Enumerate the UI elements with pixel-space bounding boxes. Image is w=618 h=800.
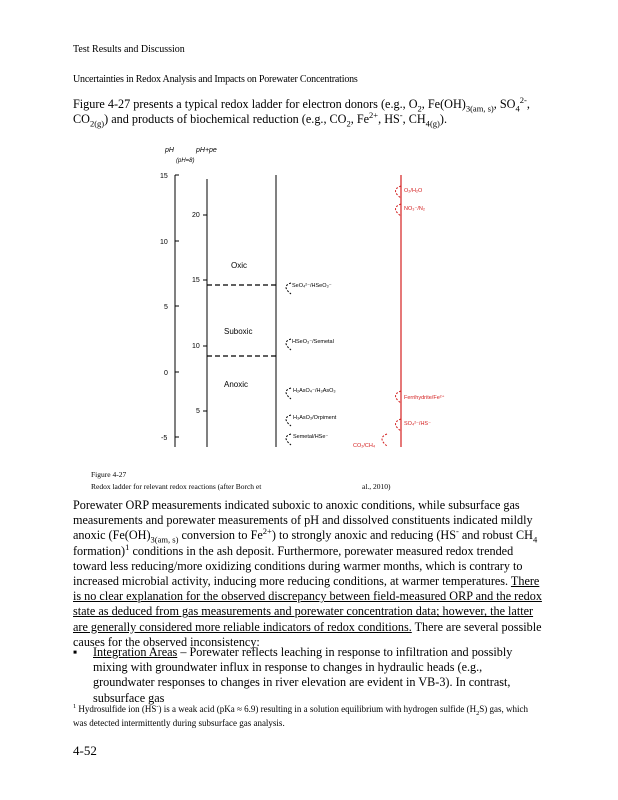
bullet-marker: ▪ xyxy=(73,645,78,659)
footnote: $^1$ Hydrosulfide ion (HS-) is a weak acid (pKa ≈ 6.9) resulting in a solution equilibrium with hydrogen sulfide $(H_2S)$ gas, which was detected intermittently during subsurface gas analysis. xyxy=(73,703,529,728)
axis1-tick-label: 0 xyxy=(164,370,168,377)
zone-label-oxic: Oxic xyxy=(231,261,247,270)
right-couple-label: CO₂/CH₄ xyxy=(353,443,376,449)
axis1-tick-label: 15 xyxy=(160,173,168,180)
right-couple-label: SO₄²⁻/HS⁻ xyxy=(404,421,431,427)
left-couple-label: HSeO₃⁻/Semetal xyxy=(292,339,334,345)
right-couple-label: NO₃⁻/N₂ xyxy=(404,206,426,212)
axis2-subtitle: (pH=8) xyxy=(176,158,195,164)
running-header: Test Results and Discussion xyxy=(73,44,185,55)
page-number: 4-52 xyxy=(73,743,97,758)
left-couple-2 xyxy=(286,339,334,350)
left-couple-label: Semetal/HSe⁻ xyxy=(293,434,329,440)
left-couple-1 xyxy=(286,283,332,294)
bullet-label: Integration Areas xyxy=(93,645,178,659)
axis2-title: pH+pe xyxy=(196,147,217,154)
right-couple-5 xyxy=(353,434,387,449)
axis1-tick-label: 5 xyxy=(164,304,168,311)
discussion-paragraph: Porewater ORP measurements indicated suboxic to anoxic conditions, while subsurface gas measurements and porewater measurements of pH and dissolved constituents indicated mildly anoxic ($Fe(OH)_{3(am, s)}$ conversion to $Fe^{2+}$) to strongly anoxic and reducing (HS- and robust $CH_4$ formation)$^1$ conditions in the ash deposit. Furthermore, porewater measured redox trended toward less reducing/more oxidizing conditions during warmer months, which is contrary to increased microbial activity, inducing more reducing conditions, at warmer temperatures. There is no clear explanation for the observed discrepancy between field-measured ORP and the redox state as deduced from gas measurements and porewater concentration data; however, the latter are generally considered more reliable indicators of redox conditions. There are several possible causes for the observed inconsistency: xyxy=(73,498,542,649)
right-couple-2 xyxy=(396,204,426,216)
right-couple-label: O₂/H₂O xyxy=(404,188,423,194)
left-couple-3 xyxy=(286,388,336,399)
left-couple-label: H₃AsO₃/Orpiment xyxy=(293,415,337,421)
left-couple-5 xyxy=(286,434,328,445)
left-couple-4 xyxy=(286,415,337,426)
axis2-tick-label: 15 xyxy=(192,277,200,284)
underlined-statement: There is no clear explanation for the observed discrepancy between field-measured ORP and the redox state as deduced from gas measurements and porewater concentration data; however, the latter are generally considered more reliable indicators of redox conditions. xyxy=(73,574,542,634)
right-couple-label: Ferrihydrite/Fe²⁺ xyxy=(404,395,445,401)
axis1-tick-label: -5 xyxy=(161,435,168,442)
zone-label-anoxic: Anoxic xyxy=(224,380,249,389)
intro-paragraph: Figure 4-27 presents a typical redox ladder for electron donors (e.g., $O_2$, $Fe(OH)_{3(am, s)}$, $SO_4^{2-}$, $CO_{2(g)}$) and products of biochemical reduction (e.g., $CO_2$, $Fe^{2+}$, HS-, $CH_{4(g)}$). xyxy=(73,94,530,129)
axis2-tick-label: 20 xyxy=(192,212,200,219)
figure-caption-label: Figure 4-27 xyxy=(91,470,127,479)
left-couple-label: SeO₄²⁻/HSeO₃⁻ xyxy=(292,283,332,289)
axis2-tick-label: 5 xyxy=(196,408,200,415)
redox-ladder-figure xyxy=(140,142,445,462)
section-title: Uncertainties in Redox Analysis and Impacts on Porewater Concentrations xyxy=(73,74,358,85)
axis1-title: pH xyxy=(165,147,174,154)
axis1-tick-label: 10 xyxy=(160,239,168,246)
right-couple-1 xyxy=(396,186,424,198)
zone-label-suboxic: Suboxic xyxy=(224,327,253,336)
figure-caption-citation: al., 2010) xyxy=(362,482,391,491)
figure-caption: Redox ladder for relevant redox reactions (after Borch et al., 2010) xyxy=(91,482,391,491)
axis2-tick-label: 10 xyxy=(192,343,200,350)
right-couple-3 xyxy=(396,391,445,403)
left-couple-label: H₂AsO₄⁻/H₃AsO₃ xyxy=(293,388,336,394)
